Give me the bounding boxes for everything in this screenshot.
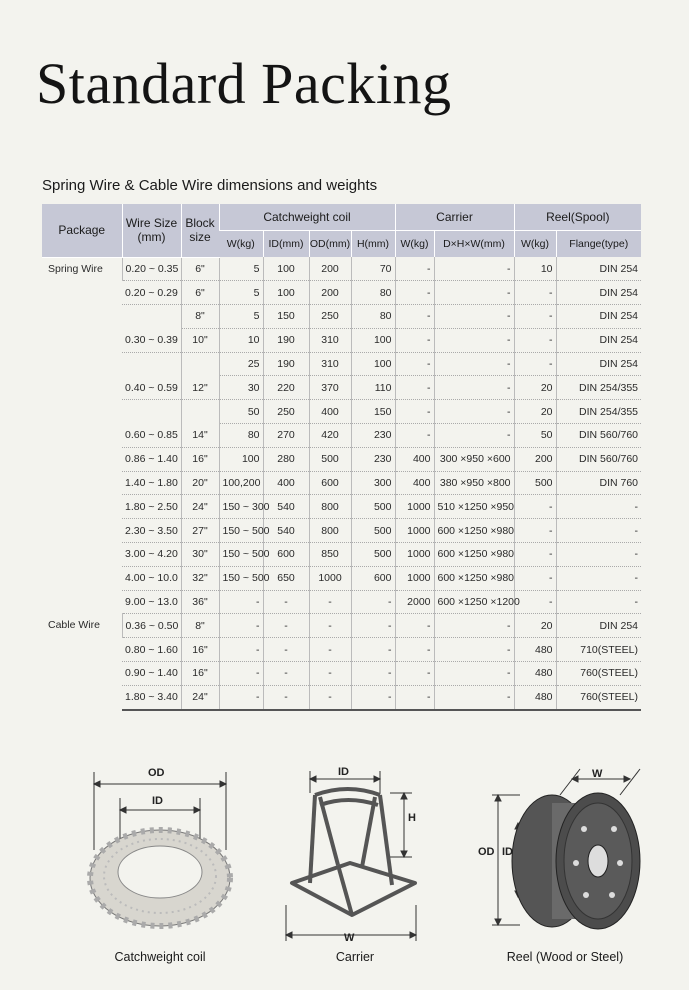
table-cell: 400 [395,447,434,471]
reel-id-label: ID [502,846,513,858]
table-cell: 24" [181,495,219,519]
table-row [42,376,641,400]
table-cell: - [514,328,556,352]
table-cell: DIN 254/355 [556,400,641,424]
table-cell: 25 [219,352,263,376]
table-cell: - [351,638,395,662]
table-cell: 400 [395,471,434,495]
table-cell: - [434,376,514,400]
table-cell: 1000 [395,519,434,543]
header-catchweight: Catchweight coil [219,204,395,231]
header-catch-h: H(mm) [351,231,395,258]
table-cell: 150 ~ 500 [219,519,263,543]
table-cell: - [434,424,514,448]
table-cell: 8" [181,305,219,329]
table-cell: 100,200 [219,471,263,495]
table-cell: 200 [309,281,351,305]
table-cell: - [395,662,434,686]
table-row [42,566,641,590]
table-cell: - [395,352,434,376]
table-cell: 500 [309,447,351,471]
table-cell: - [263,614,309,638]
table-cell: 200 [309,257,351,281]
header-package: Package [42,204,122,257]
table-cell: 16" [181,447,219,471]
table-cell: - [219,662,263,686]
header-reel-flange: Flange(type) [556,231,641,258]
table-cell: 50 [514,424,556,448]
table-cell: - [263,685,309,709]
table-cell: - [351,614,395,638]
header-carrier-dim: D×H×W(mm) [434,231,514,258]
group-cable-wire: Cable Wire [48,618,100,631]
table-cell: 1.80 ~ 3.40 [122,685,181,709]
table-cell: - [514,352,556,376]
table-cell: - [514,566,556,590]
table-cell: 0.20 ~ 0.35 [122,257,181,281]
table-cell: - [556,543,641,567]
table-row [42,257,641,281]
table-cell: - [434,400,514,424]
table-cell: - [434,257,514,281]
table-cell: DIN 254/355 [556,376,641,400]
table-cell [122,352,181,376]
table-cell: 100 [351,352,395,376]
table-cell: - [434,662,514,686]
table-cell: 150 ~ 300 [219,495,263,519]
table-cell: 600 ×1250 ×980 [434,519,514,543]
table-cell: DIN 254 [556,328,641,352]
table-cell: - [556,566,641,590]
table-cell: 100 [263,257,309,281]
table-cell: 600 ×1250 ×980 [434,566,514,590]
table-row [42,685,641,709]
table-cell: 400 [263,471,309,495]
table-cell: 500 [351,543,395,567]
table-subtitle: Spring Wire & Cable Wire dimensions and weights [42,177,378,194]
table-cell: 400 [309,400,351,424]
table-cell: 500 [514,471,556,495]
table-cell: - [395,400,434,424]
header-reel: Reel(Spool) [514,204,641,231]
table-cell [181,400,219,424]
table-cell: 280 [263,447,309,471]
table-cell: 150 ~ 500 [219,543,263,567]
carrier-h-label: H [408,812,416,824]
table-row [42,495,641,519]
table-cell: DIN 254 [556,305,641,329]
table-cell: 850 [309,543,351,567]
table-cell: - [309,614,351,638]
table-row [42,543,641,567]
table-cell: - [263,590,309,614]
table-cell: - [434,614,514,638]
table-cell: 230 [351,447,395,471]
table-cell: 70 [351,257,395,281]
table-cell: 5 [219,305,263,329]
table-cell: 190 [263,328,309,352]
table-cell: 2.30 ~ 3.50 [122,519,181,543]
table-cell: 600 ×1250 ×980 [434,543,514,567]
table-row [42,424,641,448]
table-cell: 4.00 ~ 10.0 [122,566,181,590]
table-body [42,257,641,710]
table-cell: 150 [263,305,309,329]
table-cell: - [309,685,351,709]
table-cell: 50 [219,400,263,424]
table-cell [122,305,181,329]
table-cell: 12" [181,376,219,400]
table-cell: - [514,543,556,567]
table-cell: 0.90 ~ 1.40 [122,662,181,686]
table-cell: 36" [181,590,219,614]
table-cell: 0.80 ~ 1.60 [122,638,181,662]
table-cell: DIN 254 [556,352,641,376]
table-cell: DIN 560/760 [556,424,641,448]
table-cell: 0.60 ~ 0.85 [122,424,181,448]
table-row [42,662,641,686]
table-row [42,590,641,614]
table-cell: 5 [219,257,263,281]
table-row [42,305,641,329]
table-cell: - [556,495,641,519]
table-cell: DIN 760 [556,471,641,495]
header-wire-size-unit: (mm) [137,230,166,245]
header-block-label: Block [185,216,215,231]
table-cell: - [309,638,351,662]
table-cell: 600 [351,566,395,590]
table-cell: 500 [351,495,395,519]
table-cell: - [395,614,434,638]
table-cell: 80 [351,305,395,329]
table-cell: 710(STEEL) [556,638,641,662]
table-cell: - [351,590,395,614]
table-cell: - [219,638,263,662]
table-cell: - [514,590,556,614]
table-cell: - [556,590,641,614]
table-cell: 20 [514,400,556,424]
table-cell: - [395,685,434,709]
table-cell: 6" [181,281,219,305]
table-cell: 150 [351,400,395,424]
table-cell: 14" [181,424,219,448]
carrier-figure [280,765,430,950]
table-row [42,471,641,495]
table-row [42,519,641,543]
table-cell [181,352,219,376]
table-cell: - [395,638,434,662]
header-wire-size [122,204,181,257]
header-catch-od: OD(mm) [309,231,351,258]
table-cell: 100 [263,281,309,305]
table-row [42,352,641,376]
table-cell: 800 [309,495,351,519]
table-cell: - [434,305,514,329]
table-cell: - [309,662,351,686]
table-cell: - [395,424,434,448]
table-cell: 20 [514,614,556,638]
table-cell: - [219,590,263,614]
table-cell: 650 [263,566,309,590]
table-cell: 480 [514,685,556,709]
table-cell: DIN 254 [556,614,641,638]
table-cell: 0.30 ~ 0.39 [122,328,181,352]
table-cell: - [395,305,434,329]
table-cell: 500 [351,519,395,543]
table-cell: 600 [309,471,351,495]
table-cell: - [263,662,309,686]
table-cell: 20 [514,376,556,400]
table-cell: - [514,519,556,543]
table-cell: 5 [219,281,263,305]
header-carrier: Carrier [395,204,514,231]
table-cell: - [219,685,263,709]
header-block-size-label: size [189,230,211,245]
table-cell: 3.00 ~ 4.20 [122,543,181,567]
table-cell: - [434,328,514,352]
table-cell: 1000 [395,495,434,519]
catchweight-coil-figure [80,760,250,940]
table-cell: 540 [263,495,309,519]
carrier-id-label: ID [338,766,349,778]
table-cell: 220 [263,376,309,400]
table-cell: 200 [514,447,556,471]
table-row [42,328,641,352]
table-row [42,638,641,662]
table-cell: 250 [309,305,351,329]
table-cell: 600 [263,543,309,567]
table-cell: - [434,685,514,709]
header-reel-w: W(kg) [514,231,556,258]
carrier-w-label: W [344,932,355,944]
table-cell: 150 ~ 500 [219,566,263,590]
table-cell: 30 [219,376,263,400]
header-carrier-w: W(kg) [395,231,434,258]
table-cell: 300 ×950 ×600 [434,447,514,471]
coil-id-label: ID [152,795,163,807]
table-cell: 110 [351,376,395,400]
table-cell: 0.40 ~ 0.59 [122,376,181,400]
table-cell: 30" [181,543,219,567]
table-cell: 1.80 ~ 2.50 [122,495,181,519]
coil-caption: Catchweight coil [114,950,206,964]
table-cell: - [395,257,434,281]
reel-w-label: W [592,768,603,780]
table-cell: 1000 [395,543,434,567]
table-cell: - [395,328,434,352]
table-cell: 10 [219,328,263,352]
table-cell: 1000 [395,566,434,590]
table-row [42,400,641,424]
table-cell: 270 [263,424,309,448]
header-wire-size-label: Wire Size [125,216,178,231]
table-cell: - [514,305,556,329]
reel-od-label: OD [478,846,495,858]
table-row [42,281,641,305]
table-cell: DIN 254 [556,257,641,281]
table-cell: - [395,376,434,400]
table-cell: 0.86 ~ 1.40 [122,447,181,471]
table-cell: - [395,281,434,305]
table-cell: DIN 254 [556,281,641,305]
table-cell: 1.40 ~ 1.80 [122,471,181,495]
carrier-caption: Carrier [335,950,375,964]
table-cell: 230 [351,424,395,448]
table-cell: 480 [514,662,556,686]
table-cell: 380 ×950 ×800 [434,471,514,495]
table-cell [122,400,181,424]
table-row [42,614,641,638]
table-cell: - [434,638,514,662]
table-cell: 8" [181,614,219,638]
table-cell: - [434,352,514,376]
table-cell: 510 ×1250 ×950 [434,495,514,519]
header-catch-id: ID(mm) [263,231,309,258]
table-cell: - [514,281,556,305]
header-catch-w: W(kg) [219,231,263,258]
table-cell: 190 [263,352,309,376]
table-cell: - [351,662,395,686]
table-cell: - [514,495,556,519]
table-cell: 540 [263,519,309,543]
table-cell: 310 [309,328,351,352]
table-cell: 420 [309,424,351,448]
table-cell: - [351,685,395,709]
table-cell: 32" [181,566,219,590]
table-cell: 9.00 ~ 13.0 [122,590,181,614]
table-cell: 10" [181,328,219,352]
table-cell: 24" [181,685,219,709]
table-cell: 0.36 ~ 0.50 [122,614,181,638]
table-cell: 800 [309,519,351,543]
table-cell: 760(STEEL) [556,685,641,709]
table-cell: 16" [181,638,219,662]
table-cell: 80 [351,281,395,305]
table-cell: 600 ×1250 ×1200 [434,590,514,614]
table-cell: 20" [181,471,219,495]
table-cell: 80 [219,424,263,448]
header-block-size [181,204,219,257]
table-cell: 100 [351,328,395,352]
table-cell: 6" [181,257,219,281]
table-cell: DIN 560/760 [556,447,641,471]
coil-od-label: OD [148,767,165,779]
page-title: Standard Packing [36,51,452,116]
packing-table [42,204,641,711]
table-cell: 16" [181,662,219,686]
table-cell: - [434,281,514,305]
table-row [42,447,641,471]
table-cell: 27" [181,519,219,543]
table-cell: - [309,590,351,614]
table-cell: 1000 [309,566,351,590]
table-cell: 250 [263,400,309,424]
table-cell: 0.20 ~ 0.29 [122,281,181,305]
group-spring-wire: Spring Wire [48,262,103,275]
table-cell: 300 [351,471,395,495]
table-cell: 2000 [395,590,434,614]
table-cell: 480 [514,638,556,662]
table-cell: - [556,519,641,543]
reel-caption: Reel (Wood or Steel) [506,950,624,964]
table-cell: 370 [309,376,351,400]
table-cell: - [263,638,309,662]
table-cell: 10 [514,257,556,281]
table-cell: 100 [219,447,263,471]
table-cell: 760(STEEL) [556,662,641,686]
table-cell: - [219,614,263,638]
table-cell: 310 [309,352,351,376]
